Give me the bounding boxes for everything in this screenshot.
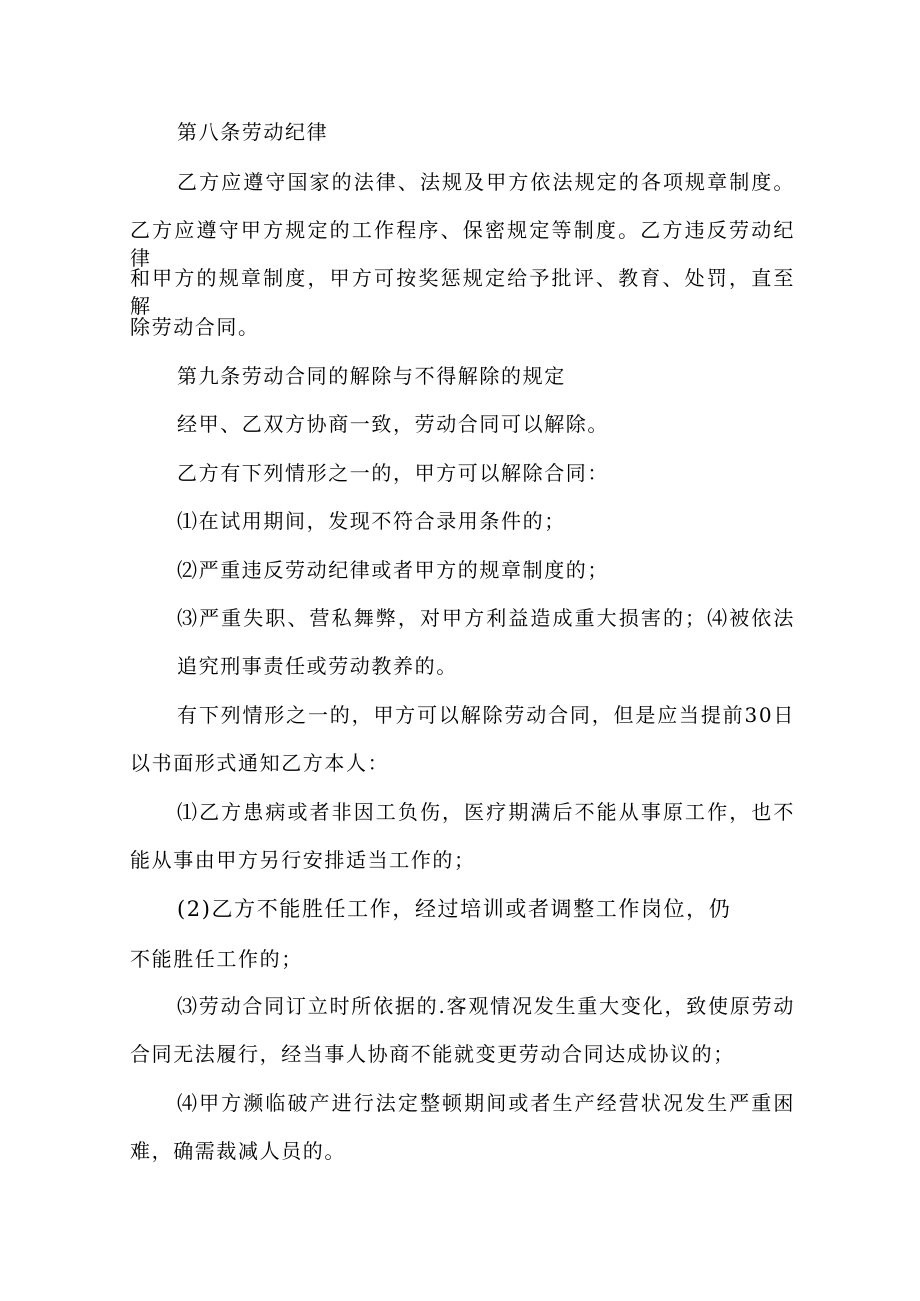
paragraph-line: 乙方应遵守国家的法律、法规及甲方依法规定的各项规章制度。 (177, 170, 795, 194)
list-item: ⑴在试用期间，发现不符合录用条件的； (177, 509, 566, 533)
paragraph-line: 以书面形式通知乙方本人： (130, 751, 390, 775)
paragraph-line: 乙方有下列情形之一的，甲方可以解除合同： (177, 461, 609, 485)
list-item-continuation: 合同无法履行，经当事人协商不能就变更劳动合同达成协议的； (130, 1042, 735, 1066)
list-item: ⑶严重失职、营私舞弊，对甲方利益造成重大损害的；⑷被依法 (177, 606, 795, 630)
list-item: ⑷甲方濒临破产进行法定整顿期间或者生产经营状况发生严重困 (177, 1091, 795, 1115)
article-9-heading: 第九条劳动合同的解除与不得解除的规定 (177, 364, 566, 388)
list-item-continuation: 不能胜任工作的； (130, 947, 303, 971)
paragraph-line: 和甲方的规章制度，甲方可按奖惩规定给予批评、教育、处罚，直至解 (130, 266, 795, 318)
list-item: (2)乙方不能胜任工作，经过培训或者调整工作岗位，仍 (177, 897, 732, 921)
paragraph-line: 有下列情形之一的，甲方可以解除劳动合同，但是应当提前30日 (177, 703, 795, 727)
list-item-continuation: 追究刑事责任或劳动教养的。 (177, 654, 458, 678)
paragraph-line: 除劳动合同。 (130, 315, 260, 339)
article-8-heading: 第八条劳动纪律 (177, 120, 329, 144)
paragraph-line: 乙方应遵守甲方规定的工作程序、保密规定等制度。乙方违反劳动纪律 (130, 218, 795, 270)
list-item: ⑵严重违反劳动纪律或者甲方的规章制度的； (177, 558, 609, 582)
list-item: ⑴乙方患病或者非因工负伤，医疗期满后不能从事原工作，也不 (177, 800, 795, 824)
paragraph-line: 经甲、乙双方协商一致，劳动合同可以解除。 (177, 412, 609, 436)
list-item: ⑶劳动合同订立时所依据的.客观情况发生重大变化，致使原劳动 (177, 994, 795, 1018)
list-item-continuation: 难，确需裁减人员的。 (130, 1139, 346, 1163)
list-item-continuation: 能从事由甲方另行安排适当工作的； (130, 848, 476, 872)
